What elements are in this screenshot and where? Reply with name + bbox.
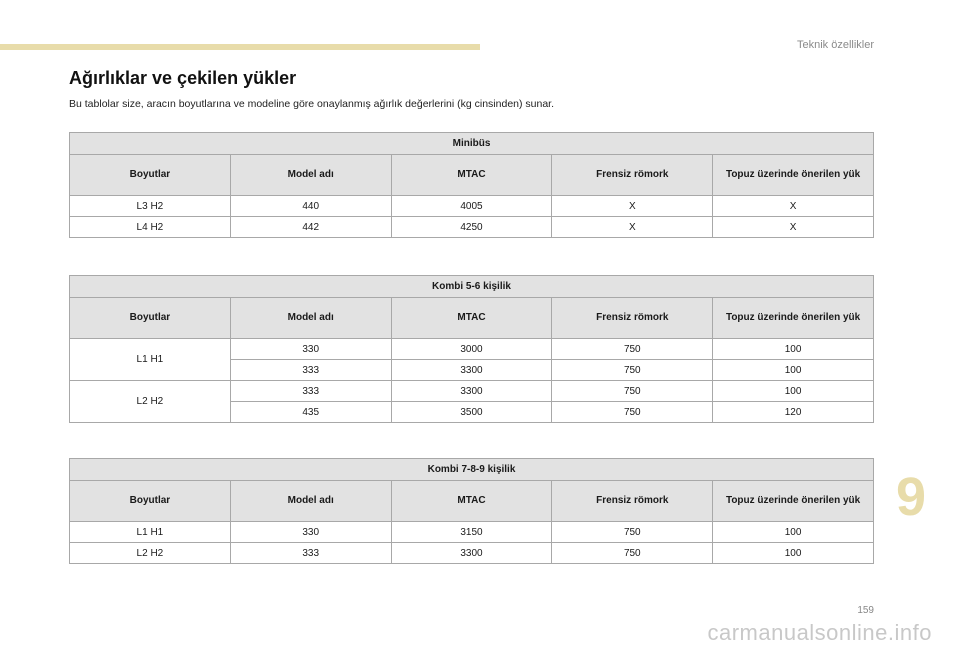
table-cell: 100 [713, 339, 874, 360]
table-cell: 333 [230, 360, 391, 381]
table-cell: 4250 [391, 217, 552, 238]
table-cell: 100 [713, 381, 874, 402]
table-cell: X [713, 196, 874, 217]
table-row [70, 196, 874, 217]
column-header: Frensiz römork [552, 298, 713, 339]
table-cell: 435 [230, 402, 391, 423]
column-header: Frensiz römork [552, 481, 713, 522]
table-cell: 4005 [391, 196, 552, 217]
table-row [70, 217, 874, 238]
table-cell: 100 [713, 522, 874, 543]
table-cell: 333 [230, 381, 391, 402]
table-row [70, 522, 874, 543]
table-cell: 440 [230, 196, 391, 217]
top-accent-bar [0, 44, 480, 50]
table-cell: 3000 [391, 339, 552, 360]
intro-text: Bu tablolar size, aracın boyutlarına ve modeline göre onaylanmış ağırlık değerlerini (kg cinsinden) sunar. [69, 98, 555, 110]
table-row [70, 543, 874, 564]
table-cell: 750 [552, 339, 713, 360]
table-cell: 750 [552, 543, 713, 564]
column-header: Boyutlar [70, 155, 231, 196]
column-header: MTAC [391, 481, 552, 522]
table-cell: 333 [230, 543, 391, 564]
column-header: Topuz üzerinde önerilen yük [713, 155, 874, 196]
chapter-number: 9 [895, 467, 926, 527]
table-cell: 3300 [391, 360, 552, 381]
table-cell: 120 [713, 402, 874, 423]
table-cell: 3150 [391, 522, 552, 543]
weights-table-kombi-5-6 [69, 275, 874, 423]
weights-table-minibus [69, 132, 874, 238]
table-caption: Kombi 7-8-9 kişilik [70, 459, 874, 481]
column-header: MTAC [391, 155, 552, 196]
table-cell: L4 H2 [70, 217, 231, 238]
column-header: MTAC [391, 298, 552, 339]
column-header: Model adı [230, 155, 391, 196]
table-cell: 3500 [391, 402, 552, 423]
weights-table-kombi-7-8-9 [69, 458, 874, 564]
table-cell: L2 H2 [70, 381, 231, 423]
column-header: Boyutlar [70, 298, 231, 339]
table-row [70, 381, 874, 402]
page-number: 159 [857, 605, 874, 616]
table-cell: L1 H1 [70, 339, 231, 381]
column-header: Boyutlar [70, 481, 231, 522]
section-title: Teknik özellikler [796, 39, 874, 51]
table-cell: 3300 [391, 381, 552, 402]
table-caption: Kombi 5-6 kişilik [70, 276, 874, 298]
table-cell: 750 [552, 381, 713, 402]
table-row [70, 339, 874, 360]
watermark: carmanualsonline.info [707, 620, 932, 645]
column-header: Topuz üzerinde önerilen yük [713, 481, 874, 522]
column-header: Model adı [230, 481, 391, 522]
table-cell: X [713, 217, 874, 238]
table-cell: X [552, 217, 713, 238]
table-cell: 750 [552, 522, 713, 543]
table-cell: 3300 [391, 543, 552, 564]
table-cell: 442 [230, 217, 391, 238]
column-header: Topuz üzerinde önerilen yük [713, 298, 874, 339]
table-cell: 100 [713, 360, 874, 381]
table-cell: 330 [230, 339, 391, 360]
table-cell: L2 H2 [70, 543, 231, 564]
table-cell: 100 [713, 543, 874, 564]
table-cell: 750 [552, 360, 713, 381]
table-cell: 330 [230, 522, 391, 543]
column-header: Model adı [230, 298, 391, 339]
table-cell: 750 [552, 402, 713, 423]
table-cell: X [552, 196, 713, 217]
page-title: Ağırlıklar ve çekilen yükler [69, 68, 297, 88]
column-header: Frensiz römork [552, 155, 713, 196]
table-cell: L3 H2 [70, 196, 231, 217]
table-cell: L1 H1 [70, 522, 231, 543]
table-caption: Minibüs [70, 133, 874, 155]
